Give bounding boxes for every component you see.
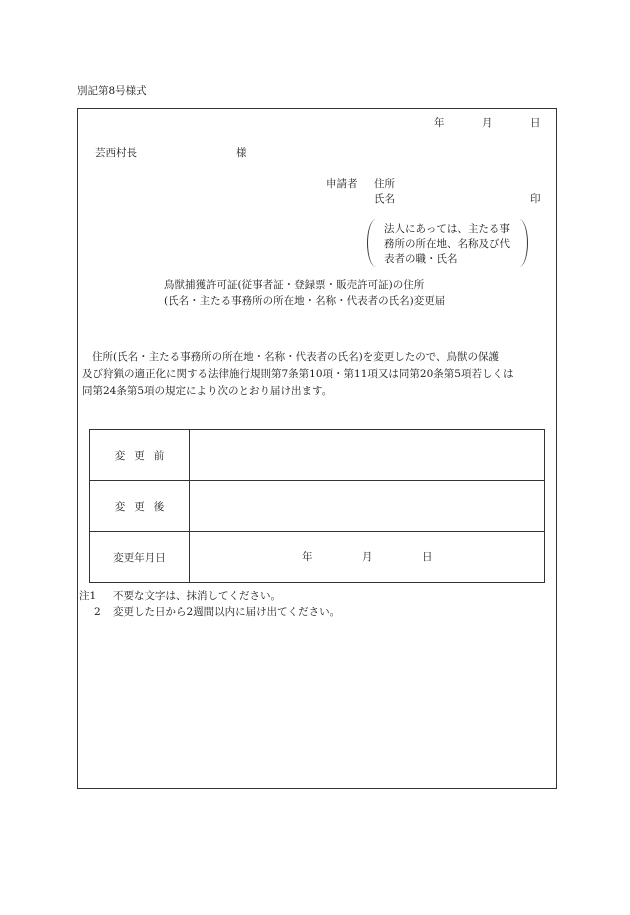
title-line-1: 鳥獣捕獲許可証(従事者証・登録票・販売許可証)の住所 [164, 279, 425, 291]
note-1-num: 注1 [79, 590, 97, 602]
applicant-name-label: 氏名 [374, 193, 395, 205]
body-line-1: 住所(氏名・主たる事務所の所在地・名称・代表者の氏名)を変更したので、鳥獣の保護 [92, 351, 499, 363]
changes-table [89, 429, 545, 583]
corporate-note-line-2: 務所の所在地、名称及び代 [384, 238, 510, 250]
change-date-month: 月 [362, 551, 373, 563]
corporate-note-line-3: 表者の職・氏名 [384, 253, 458, 265]
form-label: 別記第8号様式 [77, 85, 147, 97]
date-year: 年 [434, 117, 445, 129]
addressee-honorific: 様 [236, 147, 247, 159]
body-line-2: 及び狩猟の適正化に関する法律施行規則第7条第10項・第11項又は同第20条第5項若しくは [82, 368, 514, 380]
applicant-address-label: 住所 [374, 178, 395, 190]
change-date-day: 日 [422, 551, 433, 563]
note-2-num: 2 [94, 606, 101, 618]
before-label: 変更前 [114, 449, 174, 462]
table-row [90, 532, 545, 583]
addressee-name: 芸西村長 [95, 147, 137, 159]
applicant-seal: 印 [530, 193, 541, 205]
date-label: 変更年月日 [113, 551, 166, 564]
before-label-cell [90, 430, 190, 481]
body-line-3: 同第24条第5項の規定により次のとおり届け出ます。 [82, 385, 333, 397]
after-label-cell [90, 481, 190, 532]
corporate-note-line-1: 法人にあっては、主たる事 [384, 223, 510, 235]
date-label-cell [90, 532, 190, 583]
table-row [90, 481, 545, 532]
change-date-year: 年 [302, 551, 313, 563]
date-value-cell [190, 532, 545, 583]
applicant-role: 申請者 [326, 178, 358, 190]
before-value-cell [190, 430, 545, 481]
note-1-text: 不要な文字は、抹消してください。 [113, 590, 281, 602]
date-day: 日 [530, 117, 541, 129]
after-label: 変更後 [114, 500, 174, 513]
title-line-2: (氏名・主たる事務所の所在地・名称・代表者の氏名)変更届 [164, 295, 446, 307]
after-value-cell [190, 481, 545, 532]
date-month: 月 [482, 117, 493, 129]
table-row [90, 430, 545, 481]
note-2-text: 変更した日から2週間以内に届け出てください。 [113, 606, 341, 618]
